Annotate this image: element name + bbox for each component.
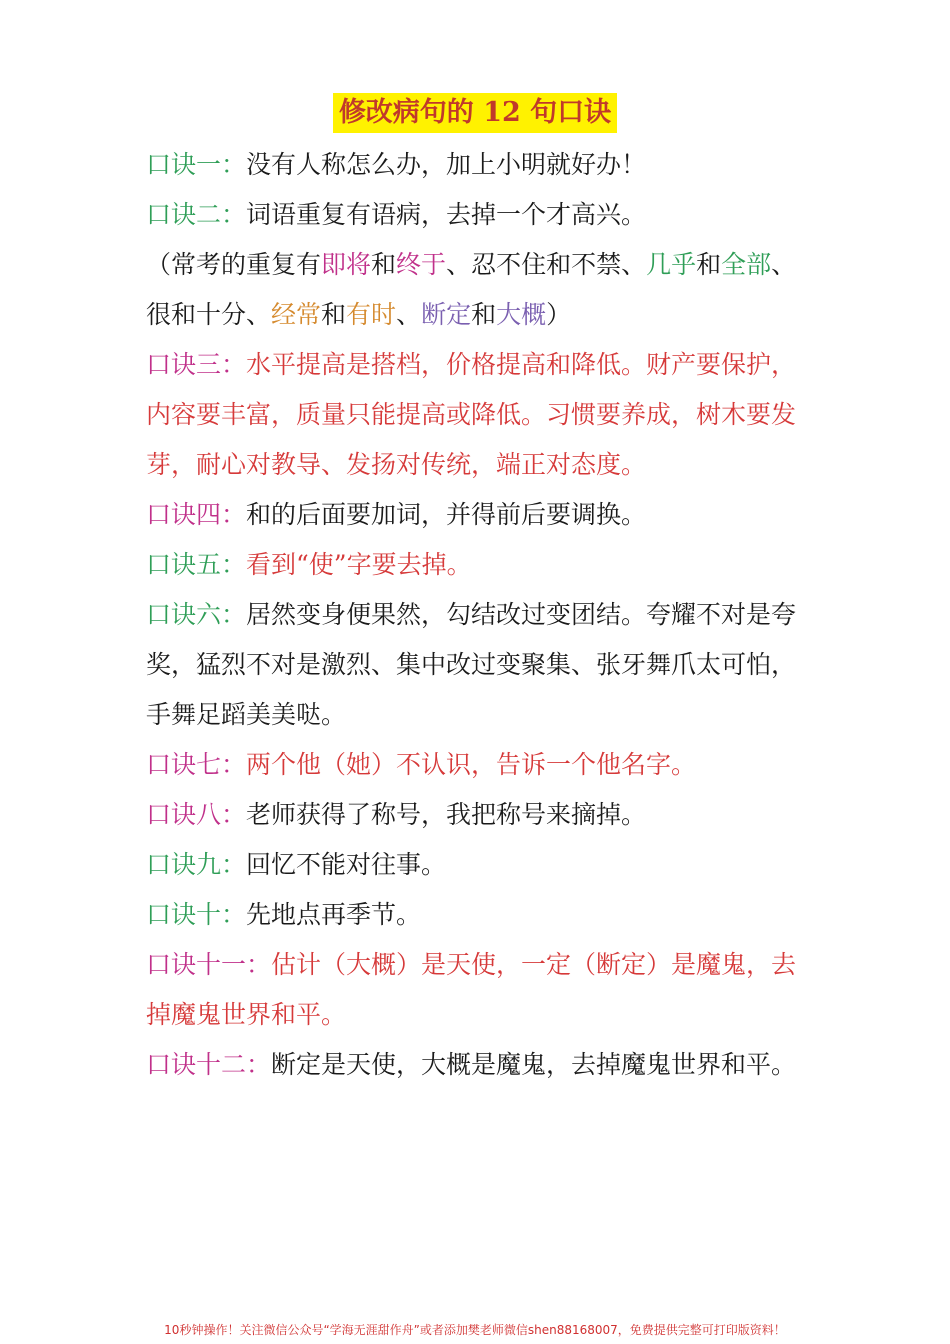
rule-text-segment: 和 xyxy=(321,300,347,329)
rule-text-segment: 口诀七： xyxy=(146,750,247,779)
rule-paragraph xyxy=(146,540,814,590)
rule-text-segment: 口诀二： xyxy=(146,200,247,229)
rule-text-segment: 和 xyxy=(471,300,497,329)
rule-text-segment: 老师获得了称号，我把称号来摘掉。 xyxy=(246,800,647,829)
rule-text-segment: 估计（大概）是天使，一定（断定）是魔鬼，去掉魔鬼世界和平。 xyxy=(146,950,797,1029)
rule-text-segment: 、忍不住和不禁、 xyxy=(446,250,647,279)
rule-paragraph xyxy=(146,490,814,540)
rule-paragraph xyxy=(146,840,814,890)
rule-text-segment: 终于 xyxy=(396,250,447,279)
rule-text-segment: 口诀十： xyxy=(146,900,247,929)
rule-text-segment: 口诀六： xyxy=(146,600,247,629)
rule-paragraph xyxy=(146,940,814,1040)
rule-paragraph xyxy=(146,740,814,790)
rule-text-segment: （常考的重复有 xyxy=(146,250,322,279)
rule-text-segment: 口诀十二： xyxy=(146,1050,272,1079)
rule-text-segment: 口诀九： xyxy=(146,850,247,879)
rule-text-segment: ） xyxy=(546,300,572,329)
rule-paragraph xyxy=(146,1040,814,1090)
rule-text-segment: 回忆不能对往事。 xyxy=(246,850,447,879)
rule-text-segment: 大概 xyxy=(496,300,547,329)
rule-text-segment: 先地点再季节。 xyxy=(246,900,422,929)
rule-text-segment: 两个他（她）不认识，告诉一个他名字。 xyxy=(246,750,697,779)
rule-text-segment: 水平提高是搭档，价格提高和降低。财产要保护，内容要丰富，质量只能提高或降低。习惯要养成，树木要发芽，耐心对教导、发扬对传统，端正对态度。 xyxy=(146,350,797,479)
rule-paragraph xyxy=(146,240,814,340)
rule-paragraph xyxy=(146,190,814,240)
rule-text-segment: 口诀三： xyxy=(146,350,247,379)
rule-text-segment: 口诀四： xyxy=(146,500,247,529)
rule-text-segment: 、很和十分、 xyxy=(146,250,797,329)
rules-list xyxy=(146,140,814,1090)
rule-text-segment: 即将 xyxy=(321,250,372,279)
rule-paragraph xyxy=(146,140,814,190)
rule-paragraph xyxy=(146,590,814,740)
rule-text-segment: 口诀八： xyxy=(146,800,247,829)
rule-text-segment: 口诀十一： xyxy=(146,950,272,979)
rule-text-segment: 、 xyxy=(396,300,422,329)
rule-paragraph xyxy=(146,790,814,840)
rule-text-segment: 经常 xyxy=(271,300,322,329)
title-wrap xyxy=(0,93,950,133)
page-title: 修改病句的 12 句口诀 xyxy=(333,93,617,133)
rule-text-segment: 没有人称怎么办，加上小明就好办！ xyxy=(246,150,647,179)
rule-text-segment: 断定 xyxy=(421,300,472,329)
rule-text-segment: 和的后面要加词，并得前后要调换。 xyxy=(246,500,647,529)
rule-text-segment: 全部 xyxy=(721,250,772,279)
footer-notice: 10秒钟操作！关注微信公众号“学海无涯甜作舟”或者添加樊老师微信shen88168007，免费提供完整可打印版资料！ xyxy=(164,1323,786,1337)
rule-text-segment: 口诀五： xyxy=(146,550,247,579)
rule-text-segment: 有时 xyxy=(346,300,397,329)
rule-text-segment: 口诀一： xyxy=(146,150,247,179)
rule-text-segment: 断定是天使，大概是魔鬼，去掉魔鬼世界和平。 xyxy=(271,1050,797,1079)
rule-paragraph xyxy=(146,340,814,490)
rule-text-segment: 几乎 xyxy=(646,250,697,279)
rule-text-segment: 居然变身便果然，勾结改过变团结。夸耀不对是夸奖，猛烈不对是激烈、集中改过变聚集、张牙舞爪太可怕，手舞足蹈美美哒。 xyxy=(146,600,797,729)
rule-text-segment: 看到“使”字要去掉。 xyxy=(246,550,472,579)
rule-paragraph xyxy=(146,890,814,940)
rule-text-segment: 和 xyxy=(371,250,397,279)
rule-text-segment: 词语重复有语病，去掉一个才高兴。 xyxy=(246,200,647,229)
rule-text-segment: 和 xyxy=(696,250,722,279)
